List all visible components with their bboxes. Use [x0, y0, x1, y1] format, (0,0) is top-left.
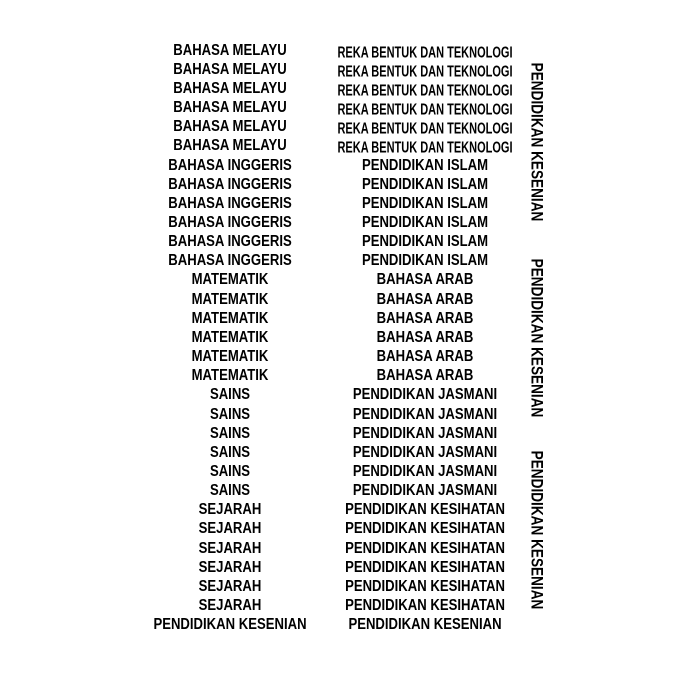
- right-subject-cell: PENDIDIKAN ISLAM: [361, 233, 489, 251]
- left-subject-cell: SEJARAH: [198, 558, 262, 576]
- right-subject-cell: PENDIDIKAN KESIHATAN: [345, 597, 505, 615]
- right-subject-cell: PENDIDIKAN KESIHATAN: [345, 558, 505, 576]
- subject-row: [0, 577, 679, 596]
- right-subject-cell: REKA BENTUK DAN TEKNOLOGI: [337, 101, 513, 119]
- subject-row: [0, 252, 679, 271]
- subject-row: [0, 616, 679, 635]
- right-subject-cell: BAHASA ARAB: [376, 271, 474, 289]
- left-subject-cell: BAHASA INGGERIS: [168, 252, 292, 270]
- right-subject-cell: PENDIDIKAN JASMANI: [352, 443, 498, 461]
- subject-row: [0, 539, 679, 558]
- subject-row: [0, 98, 679, 117]
- subject-row: [0, 501, 679, 520]
- right-subject-cell: REKA BENTUK DAN TEKNOLOGI: [337, 139, 513, 157]
- subject-row: [0, 41, 679, 60]
- subject-row: [0, 558, 679, 577]
- subject-row: [0, 290, 679, 309]
- subject-row: [0, 79, 679, 98]
- left-subject-cell: BAHASA INGGERIS: [168, 213, 292, 231]
- right-subject-cell: PENDIDIKAN KESIHATAN: [345, 577, 505, 595]
- right-subject-cell: BAHASA ARAB: [376, 290, 474, 308]
- left-subject-cell: BAHASA MELAYU: [173, 60, 287, 78]
- subject-row: [0, 60, 679, 79]
- subject-row: [0, 194, 679, 213]
- left-subject-cell: BAHASA INGGERIS: [168, 233, 292, 251]
- subject-row: [0, 137, 679, 156]
- right-subject-cell: REKA BENTUK DAN TEKNOLOGI: [337, 62, 513, 80]
- right-subject-cell: REKA BENTUK DAN TEKNOLOGI: [337, 120, 513, 138]
- subject-row: [0, 271, 679, 290]
- subject-row: [0, 424, 679, 443]
- right-subject-cell: PENDIDIKAN ISLAM: [361, 252, 489, 270]
- subject-row: [0, 443, 679, 462]
- right-subject-cell: PENDIDIKAN KESENIAN: [348, 616, 502, 634]
- left-subject-cell: MATEMATIK: [191, 309, 269, 327]
- right-subject-cell: BAHASA ARAB: [376, 309, 474, 327]
- subject-row: [0, 348, 679, 367]
- subject-row: [0, 309, 679, 328]
- subject-row: [0, 462, 679, 481]
- subject-row: [0, 386, 679, 405]
- subject-row: [0, 118, 679, 137]
- left-subject-cell: BAHASA MELAYU: [173, 99, 287, 117]
- left-subject-cell: SEJARAH: [198, 539, 262, 557]
- left-subject-cell: SAINS: [209, 386, 251, 404]
- right-subject-cell: PENDIDIKAN KESIHATAN: [345, 539, 505, 557]
- right-subject-cell: PENDIDIKAN ISLAM: [361, 213, 489, 231]
- left-subject-cell: BAHASA MELAYU: [173, 118, 287, 136]
- right-subject-cell: BAHASA ARAB: [376, 328, 474, 346]
- left-subject-cell: BAHASA MELAYU: [173, 41, 287, 59]
- left-subject-cell: MATEMATIK: [191, 290, 269, 308]
- subject-row: [0, 175, 679, 194]
- right-subject-cell: PENDIDIKAN JASMANI: [352, 463, 498, 481]
- right-subject-cell: PENDIDIKAN ISLAM: [361, 194, 489, 212]
- subject-row: [0, 233, 679, 252]
- vertical-label: PENDIDIKAN KESENIAN: [527, 62, 547, 222]
- right-subject-cell: PENDIDIKAN KESIHATAN: [345, 520, 505, 538]
- left-subject-cell: SAINS: [209, 443, 251, 461]
- subject-rows: [0, 41, 679, 635]
- right-subject-cell: PENDIDIKAN ISLAM: [361, 156, 489, 174]
- left-subject-cell: MATEMATIK: [191, 271, 269, 289]
- subject-row: [0, 520, 679, 539]
- left-subject-cell: MATEMATIK: [191, 367, 269, 385]
- right-subject-cell: BAHASA ARAB: [376, 348, 474, 366]
- left-subject-cell: SEJARAH: [198, 597, 262, 615]
- right-subject-cell: PENDIDIKAN KESIHATAN: [345, 501, 505, 519]
- left-subject-cell: BAHASA INGGERIS: [168, 194, 292, 212]
- right-subject-cell: PENDIDIKAN ISLAM: [361, 175, 489, 193]
- left-subject-cell: SAINS: [209, 405, 251, 423]
- right-subject-cell: PENDIDIKAN JASMANI: [352, 386, 498, 404]
- right-subject-cell: REKA BENTUK DAN TEKNOLOGI: [337, 82, 513, 100]
- left-subject-cell: MATEMATIK: [191, 348, 269, 366]
- right-subject-cell: PENDIDIKAN JASMANI: [352, 405, 498, 423]
- left-subject-cell: SEJARAH: [198, 501, 262, 519]
- left-subject-cell: SAINS: [209, 424, 251, 442]
- right-subject-cell: PENDIDIKAN JASMANI: [352, 482, 498, 500]
- left-subject-cell: SEJARAH: [198, 520, 262, 538]
- left-subject-cell: BAHASA MELAYU: [173, 79, 287, 97]
- right-subject-cell: PENDIDIKAN JASMANI: [352, 424, 498, 442]
- vertical-label: PENDIDIKAN KESENIAN: [527, 258, 547, 418]
- left-subject-cell: PENDIDIKAN KESENIAN: [153, 616, 307, 634]
- left-subject-cell: BAHASA INGGERIS: [168, 156, 292, 174]
- left-subject-cell: SAINS: [209, 482, 251, 500]
- left-subject-cell: BAHASA INGGERIS: [168, 175, 292, 193]
- vertical-label: PENDIDIKAN KESENIAN: [527, 450, 547, 610]
- right-subject-cell: REKA BENTUK DAN TEKNOLOGI: [337, 43, 513, 61]
- subject-row: [0, 597, 679, 616]
- left-subject-cell: MATEMATIK: [191, 328, 269, 346]
- left-subject-cell: BAHASA MELAYU: [173, 137, 287, 155]
- subject-row: [0, 482, 679, 501]
- left-subject-cell: SEJARAH: [198, 577, 262, 595]
- subject-row: [0, 156, 679, 175]
- subject-row: [0, 213, 679, 232]
- right-subject-cell: BAHASA ARAB: [376, 367, 474, 385]
- subject-row: [0, 405, 679, 424]
- subject-row: [0, 328, 679, 347]
- subject-row: [0, 367, 679, 386]
- left-subject-cell: SAINS: [209, 463, 251, 481]
